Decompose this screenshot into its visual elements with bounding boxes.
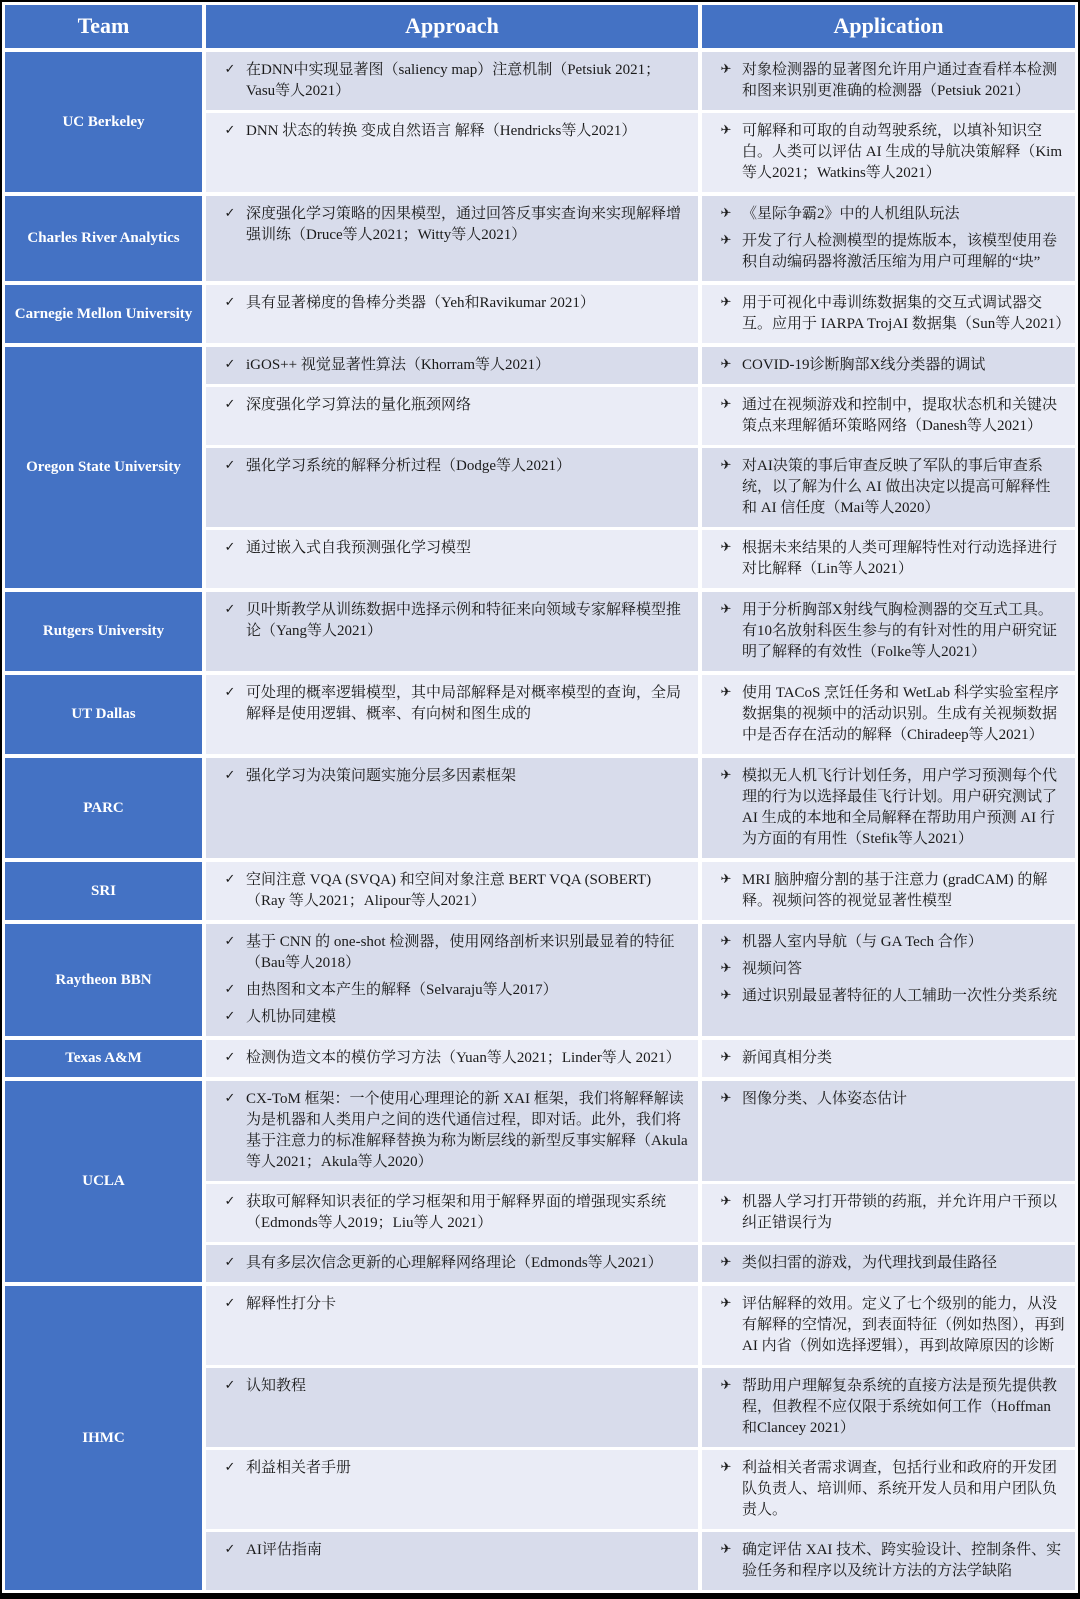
approach-item-text: 深度强化学习策略的因果模型，通过回答反事实查询来实现解释增强训练（Druce等人2021；Witty等人2021） (246, 206, 682, 243)
check-icon: ✓ (224, 1009, 236, 1024)
check-icon: ✓ (224, 540, 236, 555)
plane-icon: ✈ (720, 872, 732, 887)
application-item (710, 1253, 1065, 1274)
approach-cell (206, 285, 698, 343)
check-icon: ✓ (224, 934, 236, 949)
application-item (710, 355, 1065, 376)
plane-icon: ✈ (720, 540, 732, 555)
approach-item (214, 204, 688, 246)
plane-icon: ✈ (720, 62, 732, 77)
team-row-group (5, 1081, 1075, 1282)
approach-item-text: CX-ToM 框架：一个使用心理理论的新 XAI 框架，我们将解释解读为是机器和人类用户之间的迭代通信过程，即对话。此外，我们将基于注意力的标准解释替换为称为断层线的新型反事实解释（Akula等人2021；Akula等人2020） (246, 1091, 688, 1170)
team-row-group (5, 52, 1075, 192)
approach-item-text: iGOS++ 视觉显著性算法（Khorram等人2021） (246, 357, 550, 373)
approach-item (214, 1089, 688, 1173)
team-cell: UCLA (5, 1081, 202, 1282)
application-item-text: COVID-19诊断胸部X线分类器的调试 (742, 357, 986, 373)
team-subrows (206, 675, 1075, 754)
approach-item (214, 1253, 688, 1274)
application-item (710, 1458, 1065, 1521)
application-item-text: 通过在视频游戏和控制中，提取状态机和关键决策点来理解循环策略网络（Danesh等人2021） (742, 397, 1058, 434)
application-item (710, 121, 1065, 184)
application-cell (702, 448, 1075, 527)
application-item-text: 可解释和可取的自动驾驶系统，以填补知识空白。人类可以评估 AI 生成的导航决策解释（Kim等人2021；Watkins等人2021） (742, 123, 1062, 181)
application-cell (702, 1286, 1075, 1365)
table-subrow (206, 592, 1075, 671)
application-item-text: 根据未来结果的人类可理解特性对行动选择进行对比解释（Lin等人2021） (742, 540, 1058, 577)
plane-icon: ✈ (720, 206, 732, 221)
plane-icon: ✈ (720, 602, 732, 617)
approach-item-text: 可处理的概率逻辑模型，其中局部解释是对概率模型的查询，全局解释是使用逻辑、概率、有向树和图生成的 (246, 685, 682, 722)
check-icon: ✓ (224, 1255, 236, 1270)
table-header-row (5, 5, 1075, 48)
check-icon: ✓ (224, 602, 236, 617)
plane-icon: ✈ (720, 295, 732, 310)
application-cell (702, 52, 1075, 110)
application-item-text: 使用 TACoS 烹饪任务和 WetLab 科学实验室程序数据集的视频中的活动识别。生成有关视频数据中是否存在活动的解释（Chiradeep等人2021） (742, 685, 1059, 743)
team-subrows (206, 758, 1075, 858)
approach-cell (206, 924, 698, 1036)
approach-item-text: 深度强化学习算法的量化瓶颈网络 (246, 397, 472, 413)
approach-cell (206, 1081, 698, 1181)
approach-item (214, 932, 688, 974)
approach-item (214, 1294, 688, 1315)
application-item (710, 932, 1065, 953)
check-icon: ✓ (224, 295, 236, 310)
table-subrow (206, 113, 1075, 192)
approach-item (214, 1458, 688, 1479)
application-cell (702, 592, 1075, 671)
application-item (710, 395, 1065, 437)
application-cell (702, 1081, 1075, 1181)
header-cell-team: Team (5, 5, 202, 48)
application-item (710, 1048, 1065, 1069)
team-subrows (206, 924, 1075, 1036)
team-subrows (206, 1040, 1075, 1077)
team-subrows (206, 52, 1075, 192)
application-item (710, 456, 1065, 519)
check-icon: ✓ (224, 206, 236, 221)
approach-cell (206, 675, 698, 754)
approach-item (214, 870, 688, 912)
check-icon: ✓ (224, 872, 236, 887)
approach-item (214, 456, 688, 477)
approach-cell (206, 1450, 698, 1529)
approach-item (214, 980, 688, 1001)
approach-cell (206, 530, 698, 588)
application-item-text: 用于可视化中毒训练数据集的交互式调试器交互。应用于 IARPA TrojAI 数据集（Sun等人2021） (742, 295, 1071, 332)
table-subrow (206, 530, 1075, 588)
application-item-text: 开发了行人检测模型的提炼版本，该模型使用卷积自动编码器将激活压缩为用户可理解的“块” (742, 233, 1058, 270)
check-icon: ✓ (224, 62, 236, 77)
application-item (710, 231, 1065, 273)
team-row-group (5, 347, 1075, 588)
check-icon: ✓ (224, 458, 236, 473)
application-item-text: 新闻真相分类 (742, 1050, 833, 1066)
application-item (710, 204, 1065, 225)
plane-icon: ✈ (720, 233, 732, 248)
plane-icon: ✈ (720, 458, 732, 473)
application-item (710, 1376, 1065, 1439)
team-row-group (5, 758, 1075, 858)
team-row-group (5, 675, 1075, 754)
approach-cell (206, 1286, 698, 1365)
team-cell: SRI (5, 862, 202, 920)
application-item-text: 对象检测器的显著图允许用户通过查看样本检测和图来识别更准确的检测器（Petsiuk 2021） (742, 62, 1058, 99)
team-subrows (206, 285, 1075, 343)
check-icon: ✓ (224, 123, 236, 138)
application-item-text: 模拟无人机飞行计划任务，用户学习预测每个代理的行为以选择最佳飞行计划。用户研究测试了 AI 生成的本地和全局解释在帮助用户预测 AI 行为方面的有用性（Stefik等人2021） (742, 768, 1058, 847)
application-item (710, 60, 1065, 102)
approach-cell (206, 113, 698, 192)
table-subrow (206, 196, 1075, 281)
application-item (710, 293, 1071, 335)
check-icon: ✓ (224, 685, 236, 700)
team-subrows (206, 1286, 1075, 1590)
table-subrow (206, 1245, 1075, 1282)
approach-item-text: 具有多层次信念更新的心理解释网络理论（Edmonds等人2021） (246, 1255, 663, 1271)
application-item (710, 1540, 1065, 1582)
approach-cell (206, 1040, 698, 1077)
approach-cell (206, 1184, 698, 1242)
team-row-group (5, 1286, 1075, 1590)
approach-item-text: 在DNN中实现显著图（saliency map）注意机制（Petsiuk 2021；Vasu等人2021） (246, 62, 661, 99)
approach-item (214, 355, 688, 376)
approach-item (214, 538, 688, 559)
approach-cell (206, 387, 698, 445)
plane-icon: ✈ (720, 357, 732, 372)
application-cell (702, 387, 1075, 445)
approach-item (214, 1192, 688, 1234)
approach-cell (206, 592, 698, 671)
application-cell (702, 675, 1075, 754)
application-cell (702, 1040, 1075, 1077)
application-cell (702, 285, 1075, 343)
approach-item (214, 766, 688, 787)
application-cell (702, 1450, 1075, 1529)
application-cell (702, 1184, 1075, 1242)
team-row-group (5, 285, 1075, 343)
team-cell: Raytheon BBN (5, 924, 202, 1036)
team-row-group (5, 862, 1075, 920)
application-item-text: 类似扫雷的游戏，为代理找到最佳路径 (742, 1255, 998, 1271)
check-icon: ✓ (224, 357, 236, 372)
application-cell (702, 924, 1075, 1036)
application-item (710, 986, 1065, 1007)
application-item (710, 1294, 1065, 1357)
application-cell (702, 113, 1075, 192)
application-item-text: 图像分类、人体姿态估计 (742, 1091, 908, 1107)
approach-cell (206, 52, 698, 110)
application-item-text: 《星际争霸2》中的人机组队玩法 (742, 206, 960, 222)
table-body (5, 52, 1075, 1590)
approach-cell (206, 196, 698, 281)
table-subrow (206, 1184, 1075, 1242)
plane-icon: ✈ (720, 1460, 732, 1475)
approach-item-text: 检测伪造文本的模仿学习方法（Yuan等人2021；Linder等人 2021） (246, 1050, 681, 1066)
approach-item-text: AI评估指南 (246, 1542, 322, 1558)
approach-item (214, 1540, 688, 1561)
check-icon: ✓ (224, 1194, 236, 1209)
application-cell (702, 1245, 1075, 1282)
application-item-text: 利益相关者需求调查，包括行业和政府的开发团队负责人、培训师、系统开发人员和用户团队负责人。 (742, 1460, 1058, 1518)
table-subrow (206, 1040, 1075, 1077)
application-item-text: 对AI决策的事后审查反映了军队的事后审查系统，以了解为什么 AI 做出决定以提高可解释性和 AI 信任度（Mai等人2020） (742, 458, 1051, 516)
application-item-text: MRI 脑肿瘤分割的基于注意力 (gradCAM) 的解释。视频问答的视觉显著性模型 (742, 872, 1048, 909)
approach-item (214, 60, 688, 102)
application-item (710, 538, 1065, 580)
team-cell: IHMC (5, 1286, 202, 1590)
table-subrow (206, 1081, 1075, 1181)
header-cell-application: Application (702, 5, 1075, 48)
approach-item-text: 解释性打分卡 (246, 1296, 337, 1312)
application-item (710, 683, 1065, 746)
approach-item (214, 1048, 688, 1069)
table-subrow (206, 924, 1075, 1036)
application-item-text: 视频问答 (742, 961, 803, 977)
plane-icon: ✈ (720, 988, 732, 1003)
table-subrow (206, 52, 1075, 110)
plane-icon: ✈ (720, 1091, 732, 1106)
application-item-text: 评估解释的效用。定义了七个级别的能力，从没有解释的空情况，到表面特征（例如热图），再到 AI 内省（例如选择逻辑），再到故障原因的诊断 (742, 1296, 1065, 1354)
team-row-group (5, 196, 1075, 281)
table-subrow (206, 1450, 1075, 1529)
application-item-text: 机器人室内导航（与 GA Tech 合作） (742, 934, 983, 950)
application-item (710, 766, 1065, 850)
table-subrow (206, 675, 1075, 754)
application-cell (702, 1532, 1075, 1590)
approach-item-text: DNN 状态的转换 变成自然语言 解释（Hendricks等人2021） (246, 123, 637, 139)
application-item (710, 600, 1065, 663)
approach-item-text: 由热图和文本产生的解释（Selvaraju等人2017） (246, 982, 558, 998)
approach-item-text: 空间注意 VQA (SVQA) 和空间对象注意 BERT VQA (SOBERT)（Ray 等人2021；Alipour等人2021） (246, 872, 652, 909)
approach-item-text: 强化学习系统的解释分析过程（Dodge等人2021） (246, 458, 571, 474)
plane-icon: ✈ (720, 1542, 732, 1557)
plane-icon: ✈ (720, 1194, 732, 1209)
team-row-group (5, 1040, 1075, 1077)
application-cell (702, 530, 1075, 588)
team-subrows (206, 592, 1075, 671)
approach-item-text: 贝叶斯教学从训练数据中选择示例和特征来向领域专家解释模型推论（Yang等人2021） (246, 602, 682, 639)
approach-item (214, 293, 688, 314)
check-icon: ✓ (224, 768, 236, 783)
header-cell-approach: Approach (206, 5, 698, 48)
team-cell: Carnegie Mellon University (5, 285, 202, 343)
application-cell (702, 758, 1075, 858)
table-subrow (206, 1368, 1075, 1447)
check-icon: ✓ (224, 1296, 236, 1311)
plane-icon: ✈ (720, 768, 732, 783)
team-cell: Oregon State University (5, 347, 202, 588)
table-subrow (206, 347, 1075, 384)
approach-item-text: 人机协同建模 (246, 1009, 337, 1025)
application-cell (702, 196, 1075, 281)
team-cell: PARC (5, 758, 202, 858)
table-subrow (206, 285, 1075, 343)
approach-item (214, 683, 688, 725)
team-row-group (5, 592, 1075, 671)
plane-icon: ✈ (720, 397, 732, 412)
table-subrow (206, 862, 1075, 920)
table-subrow (206, 448, 1075, 527)
check-icon: ✓ (224, 1091, 236, 1106)
approach-cell (206, 1532, 698, 1590)
approach-item (214, 1376, 688, 1397)
plane-icon: ✈ (720, 685, 732, 700)
approach-item-text: 利益相关者手册 (246, 1460, 352, 1476)
application-cell (702, 347, 1075, 384)
team-subrows (206, 1081, 1075, 1282)
check-icon: ✓ (224, 1542, 236, 1557)
application-cell (702, 862, 1075, 920)
approach-item (214, 600, 688, 642)
team-subrows (206, 196, 1075, 281)
team-cell: UT Dallas (5, 675, 202, 754)
application-item-text: 帮助用户理解复杂系统的直接方法是预先提供教程，但教程不应仅限于系统如何工作（Hoffman和Clancey 2021） (742, 1378, 1058, 1436)
approach-cell (206, 1245, 698, 1282)
approach-item-text: 获取可解释知识表征的学习框架和用于解释界面的增强现实系统（Edmonds等人2019；Liu等人 2021） (246, 1194, 667, 1231)
approach-item (214, 1007, 688, 1028)
table-subrow (206, 758, 1075, 858)
plane-icon: ✈ (720, 123, 732, 138)
application-item-text: 用于分析胸部X射线气胸检测器的交互式工具。有10名放射科医生参与的有针对性的用户研究证明了解释的有效性（Folke等人2021） (742, 602, 1058, 660)
approach-cell (206, 347, 698, 384)
plane-icon: ✈ (720, 934, 732, 949)
table-subrow (206, 1286, 1075, 1365)
plane-icon: ✈ (720, 1296, 732, 1311)
application-item (710, 1192, 1065, 1234)
team-cell: UC Berkeley (5, 52, 202, 192)
approach-cell (206, 448, 698, 527)
approach-cell (206, 1368, 698, 1447)
approach-item-text: 认知教程 (246, 1378, 307, 1394)
approach-item (214, 121, 688, 142)
application-cell (702, 1368, 1075, 1447)
approach-item-text: 具有显著梯度的鲁棒分类器（Yeh和Ravikumar 2021） (246, 295, 595, 311)
team-cell: Charles River Analytics (5, 196, 202, 281)
approach-item (214, 395, 688, 416)
team-subrows (206, 862, 1075, 920)
check-icon: ✓ (224, 1378, 236, 1393)
application-item (710, 1089, 1065, 1110)
application-item (710, 959, 1065, 980)
application-item-text: 通过识别最显著特征的人工辅助一次性分类系统 (742, 988, 1058, 1004)
approach-cell (206, 862, 698, 920)
application-item-text: 确定评估 XAI 技术、跨实验设计、控制条件、实验任务和程序以及统计方法的方法学缺陷 (742, 1542, 1062, 1579)
check-icon: ✓ (224, 982, 236, 997)
plane-icon: ✈ (720, 961, 732, 976)
plane-icon: ✈ (720, 1050, 732, 1065)
team-subrows (206, 347, 1075, 588)
approach-item-text: 基于 CNN 的 one-shot 检测器，使用网络剖析来识别最显着的特征（Bau等人2018） (246, 934, 675, 971)
plane-icon: ✈ (720, 1255, 732, 1270)
check-icon: ✓ (224, 1460, 236, 1475)
table-subrow (206, 387, 1075, 445)
application-item-text: 机器人学习打开带锁的药瓶，并允许用户干预以纠正错误行为 (742, 1194, 1058, 1231)
application-item (710, 870, 1065, 912)
check-icon: ✓ (224, 1050, 236, 1065)
approach-item-text: 强化学习为决策问题实施分层多因素框架 (246, 768, 517, 784)
team-cell: Rutgers University (5, 592, 202, 671)
table-subrow (206, 1532, 1075, 1590)
check-icon: ✓ (224, 397, 236, 412)
approach-cell (206, 758, 698, 858)
plane-icon: ✈ (720, 1378, 732, 1393)
approach-item-text: 通过嵌入式自我预测强化学习模型 (246, 540, 472, 556)
team-cell: Texas A&M (5, 1040, 202, 1077)
team-row-group (5, 924, 1075, 1036)
